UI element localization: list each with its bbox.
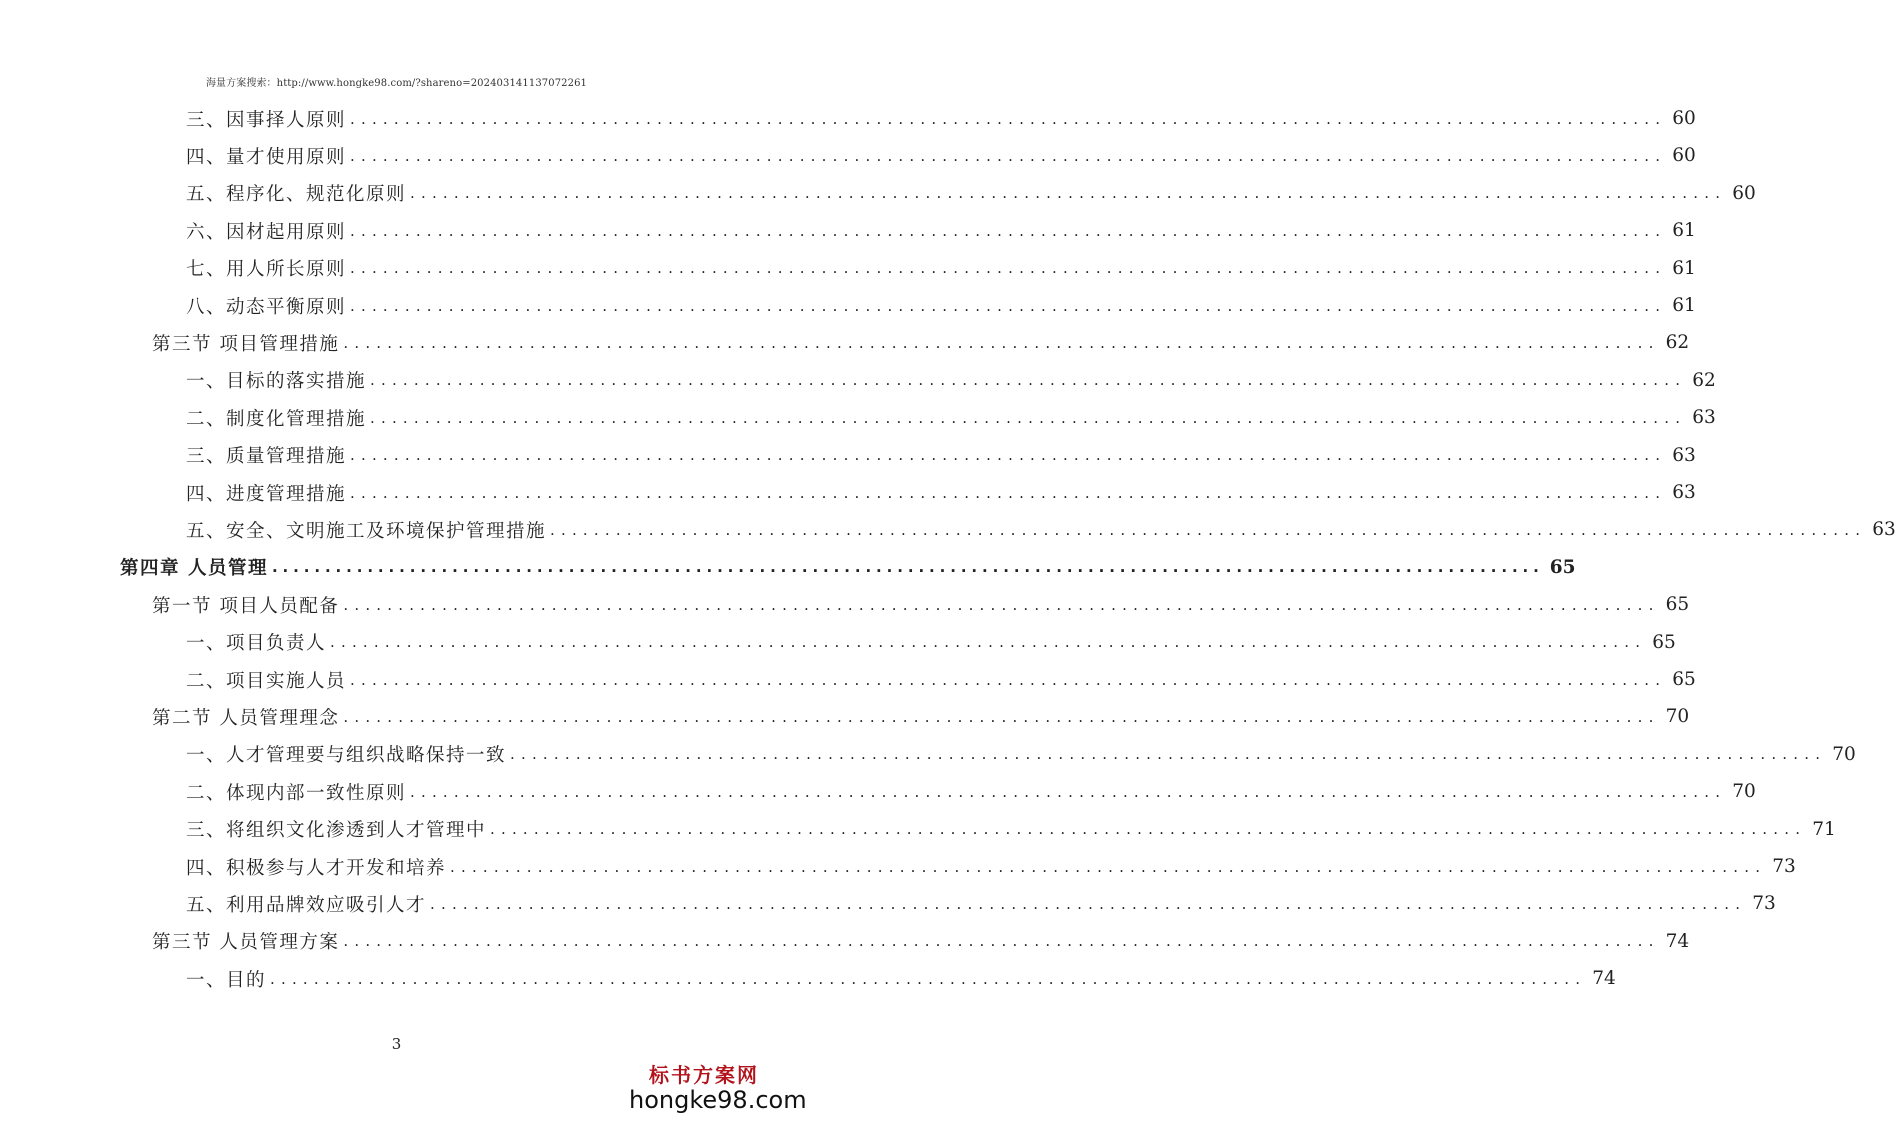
toc-entry-page: 70 xyxy=(1665,706,1690,728)
toc-leader-dots: ........................................................................................................................ xyxy=(343,333,1660,352)
page-header-url: 海量方案搜索：http://www.hongke98.com/?shareno=202403141137072261 xyxy=(205,78,588,89)
toc-entry-page: 63 xyxy=(1872,519,1896,541)
toc-entry-page: 61 xyxy=(1672,257,1696,279)
toc-entry-page: 60 xyxy=(1672,108,1696,129)
toc-entry-item[interactable] xyxy=(186,437,1696,474)
toc-entry-title: 第二节 人员管理理念 xyxy=(152,707,340,729)
toc-entry-page: 65 xyxy=(1672,669,1696,690)
toc-entry-page: 63 xyxy=(1672,482,1696,503)
toc-entry-page: 62 xyxy=(1665,332,1690,354)
toc-leader-dots: ........................................................................................................................ xyxy=(350,296,1667,315)
toc-entry-page: 61 xyxy=(1672,220,1696,242)
toc-leader-dots: ........................................................................................................................ xyxy=(350,670,1667,689)
toc-entry-item[interactable] xyxy=(186,137,1696,174)
toc-leader-dots: ........................................................................................................................ xyxy=(430,894,1747,913)
toc-entry-item[interactable] xyxy=(186,773,1756,810)
toc-leader-dots: ........................................................................................................................ xyxy=(370,408,1687,427)
toc-entry-page: 63 xyxy=(1692,407,1716,429)
toc-entry-item[interactable] xyxy=(186,624,1676,661)
toc-leader-dots: ........................................................................................................................ xyxy=(370,371,1687,390)
toc-entry-item[interactable] xyxy=(186,362,1716,399)
toc-leader-dots: ........................................................................................................................ xyxy=(350,109,1667,128)
toc-leader-dots: ........................................................................................................................ xyxy=(350,146,1667,165)
toc-entry-page: 74 xyxy=(1592,968,1616,990)
toc-entry-page: 60 xyxy=(1732,182,1756,204)
toc-leader-dots: ........................................................................................................................ xyxy=(350,446,1667,465)
toc-entry-title: 第三节 项目管理措施 xyxy=(152,333,340,355)
toc-leader-dots: ........................................................................................................................ xyxy=(450,857,1767,876)
toc-entry-item[interactable] xyxy=(186,100,1696,137)
toc-leader-dots: ........................................................................................................................ xyxy=(410,184,1727,203)
toc-entry-title: 四、积极参与人才开发和培养 xyxy=(186,857,447,879)
toc-entry-title: 第四章 人员管理 xyxy=(120,558,268,580)
toc-leader-dots: ........................................................................................................................ xyxy=(410,782,1727,801)
watermark-logo xyxy=(629,1059,807,1114)
toc-entry-page: 74 xyxy=(1665,930,1690,952)
toc-leader-dots: ........................................................................................................................ xyxy=(270,969,1587,988)
toc-entry-title: 三、质量管理措施 xyxy=(186,446,347,468)
toc-leader-dots: ........................................................................................................................ xyxy=(271,558,1544,577)
toc-leader-dots: ........................................................................................................................ xyxy=(343,932,1660,951)
toc-leader-dots: ........................................................................................................................ xyxy=(350,259,1667,278)
toc-entry-page: 71 xyxy=(1812,818,1836,840)
toc-entry-item[interactable] xyxy=(186,250,1696,287)
page-number: 3 xyxy=(391,1035,402,1053)
toc-entry-item[interactable] xyxy=(186,736,1856,773)
toc-entry-title: 二、制度化管理措施 xyxy=(186,408,367,430)
watermark-domain: hongke98.com xyxy=(629,1086,807,1114)
toc-leader-dots: ........................................................................................................................ xyxy=(350,221,1667,240)
toc-entry-page: 73 xyxy=(1752,893,1776,915)
watermark-title: 标书方案网 xyxy=(649,1063,759,1087)
toc-leader-dots: ........................................................................................................................ xyxy=(550,520,1867,539)
toc-entry-item[interactable] xyxy=(186,811,1836,848)
toc-entry-section[interactable] xyxy=(152,698,1690,735)
toc-entry-title: 第三节 人员管理方案 xyxy=(152,932,340,954)
toc-leader-dots: ........................................................................................................................ xyxy=(490,820,1807,839)
toc-entry-page: 60 xyxy=(1672,145,1696,167)
toc-entry-page: 63 xyxy=(1672,444,1696,466)
toc-leader-dots: ........................................................................................................................ xyxy=(343,595,1660,614)
toc-entry-title: 一、目的 xyxy=(186,969,267,991)
toc-entry-page: 65 xyxy=(1549,556,1576,578)
toc-entry-title: 七、用人所长原则 xyxy=(186,259,347,281)
toc-entry-item[interactable] xyxy=(186,661,1696,698)
toc-entry-title: 四、量才使用原则 xyxy=(186,146,347,168)
toc-entry-title: 五、程序化、规范化原则 xyxy=(186,184,407,206)
toc-entry-title: 一、人才管理要与组织战略保持一致 xyxy=(186,745,507,767)
toc-entry-title: 第一节 项目人员配备 xyxy=(152,595,340,617)
toc-leader-dots: ........................................................................................................................ xyxy=(510,745,1827,764)
toc-entry-title: 六、因材起用原则 xyxy=(186,221,347,243)
toc-entry-title: 五、安全、文明施工及环境保护管理措施 xyxy=(186,520,547,542)
toc-entry-item[interactable] xyxy=(186,885,1776,922)
toc-entry-item[interactable] xyxy=(186,175,1756,212)
toc-leader-dots: ........................................................................................................................ xyxy=(330,633,1647,652)
toc-entry-item[interactable] xyxy=(186,960,1616,997)
toc-entry-page: 73 xyxy=(1772,856,1796,877)
toc-entry-title: 八、动态平衡原则 xyxy=(186,296,347,318)
toc-entry-item[interactable] xyxy=(186,399,1716,436)
toc-entry-item[interactable] xyxy=(186,474,1696,511)
toc-entry-title: 二、体现内部一致性原则 xyxy=(186,782,407,804)
toc-entry-section[interactable] xyxy=(152,923,1690,960)
toc-entry-title: 一、目标的落实措施 xyxy=(186,371,367,393)
toc-entry-item[interactable] xyxy=(186,511,1896,548)
toc-entry-chapter[interactable] xyxy=(120,549,1576,586)
toc-entry-section[interactable] xyxy=(152,324,1690,361)
toc-leader-dots: ........................................................................................................................ xyxy=(350,483,1667,502)
toc-entry-item[interactable] xyxy=(186,848,1796,885)
toc-entry-page: 70 xyxy=(1832,743,1856,765)
toc-entry-page: 62 xyxy=(1692,369,1716,391)
toc-leader-dots: ........................................................................................................................ xyxy=(343,707,1660,726)
toc-entry-title: 五、利用品牌效应吸引人才 xyxy=(186,894,427,916)
toc-entry-page: 61 xyxy=(1672,295,1696,316)
toc-entry-title: 三、因事择人原则 xyxy=(186,109,347,131)
toc-entry-title: 三、将组织文化渗透到人才管理中 xyxy=(186,820,487,842)
toc-entry-title: 四、进度管理措施 xyxy=(186,483,347,505)
toc-entry-page: 65 xyxy=(1652,631,1676,653)
toc-entry-page: 70 xyxy=(1732,781,1756,803)
toc-entry-page: 65 xyxy=(1665,594,1690,616)
toc-entry-title: 二、项目实施人员 xyxy=(186,670,347,692)
toc-entry-title: 一、项目负责人 xyxy=(186,633,327,655)
toc-entry-item[interactable] xyxy=(186,212,1696,249)
toc-entry-section[interactable] xyxy=(152,586,1690,623)
toc-entry-item[interactable] xyxy=(186,287,1696,324)
